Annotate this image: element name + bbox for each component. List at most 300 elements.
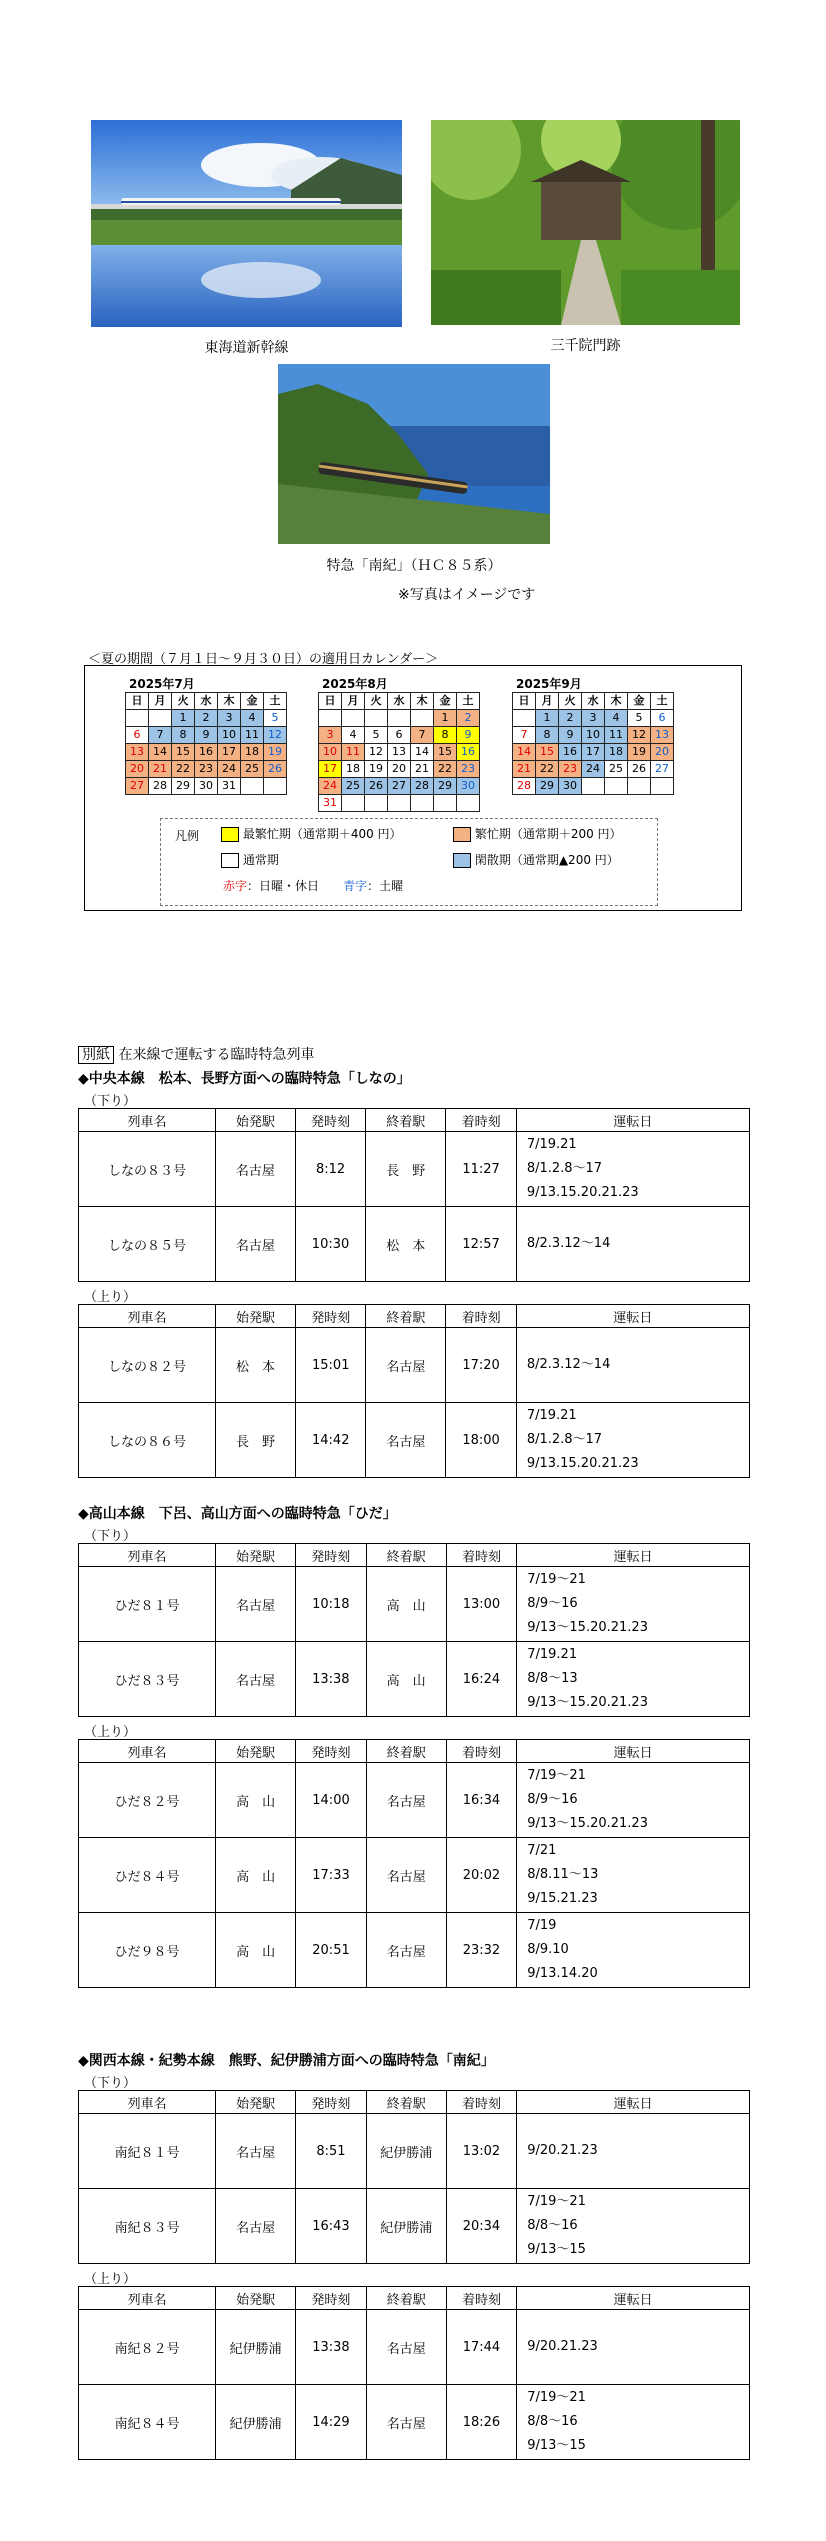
calendar-day: 14 <box>411 744 434 761</box>
table-row <box>79 2385 750 2460</box>
legend-red: 赤字 <box>223 879 248 893</box>
table-cell: 20:34 <box>446 2189 517 2264</box>
calendar-day <box>342 710 365 727</box>
operating-day-line: 9/20.21.23 <box>527 2339 598 2354</box>
table-cell: 15:01 <box>296 1328 366 1403</box>
weekday-header: 水 <box>582 693 605 710</box>
calendar-day: 15 <box>434 744 457 761</box>
table-cell: 名古屋 <box>216 2189 296 2264</box>
table-row <box>79 1642 750 1717</box>
calendar-day: 18 <box>605 744 628 761</box>
calendar-september <box>512 676 674 795</box>
table-cell: 18:26 <box>446 2385 517 2460</box>
table-cell: しなの８５号 <box>79 1207 216 1282</box>
table-cell: 南紀８４号 <box>79 2385 216 2460</box>
operating-day-line: 9/13～15.20.21.23 <box>527 1695 648 1710</box>
operating-day-line: 8/2.3.12～14 <box>526 1357 611 1372</box>
operating-day-line: 8/9～16 <box>527 1596 578 1611</box>
column-header: 発時刻 <box>296 2287 367 2310</box>
calendar-day: 25 <box>605 761 628 778</box>
weekday-header: 金 <box>241 693 264 710</box>
operating-day-line: 9/20.21.23 <box>527 2143 598 2158</box>
month-label: 2025年9月 <box>516 677 582 691</box>
calendar-day: 14 <box>149 744 172 761</box>
photo-nanki <box>278 364 550 544</box>
weekday-header: 木 <box>218 693 241 710</box>
table-row <box>79 1913 750 1988</box>
calendar-day: 13 <box>388 744 411 761</box>
calendar-day <box>126 710 149 727</box>
calendar-day: 25 <box>241 761 264 778</box>
table-cell: 高 山 <box>216 1763 296 1838</box>
calendar-day: 24 <box>218 761 241 778</box>
timetable-down <box>78 1543 750 1717</box>
calendar-day <box>241 778 264 795</box>
timetable-up <box>78 1739 750 1988</box>
calendar-day <box>149 710 172 727</box>
table-cell: 南紀８３号 <box>79 2189 216 2264</box>
legend-font-colors <box>223 877 403 894</box>
calendar-day: 9 <box>559 727 582 744</box>
column-header: 終着駅 <box>366 1544 446 1567</box>
table-cell: 8:12 <box>295 1132 365 1207</box>
calendar-day: 4 <box>241 710 264 727</box>
table-cell: 10:18 <box>296 1567 367 1642</box>
table-cell: 10:30 <box>295 1207 365 1282</box>
calendar-title: ＜夏の期間（７月１日～９月３０日）の適用日カレンダー＞ <box>88 652 439 667</box>
calendar-day: 7 <box>411 727 434 744</box>
weekday-header: 火 <box>559 693 582 710</box>
table-cell: 名古屋 <box>366 1328 446 1403</box>
column-header: 発時刻 <box>295 1109 365 1132</box>
table-cell: 8:51 <box>296 2114 367 2189</box>
calendar-day: 4 <box>342 727 365 744</box>
direction-label: （下り） <box>84 1529 137 1544</box>
calendar-day: 16 <box>195 744 218 761</box>
table-cell: しなの８６号 <box>79 1403 216 1478</box>
column-header: 着時刻 <box>446 1305 516 1328</box>
table-row <box>79 1328 750 1403</box>
operating-days <box>516 1328 749 1403</box>
calendar-day: 9 <box>457 727 480 744</box>
weekday-header: 月 <box>342 693 365 710</box>
calendar-day <box>411 795 434 812</box>
column-header: 始発駅 <box>216 1544 296 1567</box>
table-cell: 12:57 <box>446 1207 516 1282</box>
legend-blue: 青字 <box>343 879 368 893</box>
calendar-day: 1 <box>172 710 195 727</box>
calendar-day <box>457 795 480 812</box>
calendar-day: 11 <box>342 744 365 761</box>
column-header: 終着駅 <box>366 1740 446 1763</box>
calendar-day <box>434 795 457 812</box>
calendar-day: 2 <box>457 710 480 727</box>
calendar-day <box>342 795 365 812</box>
table-cell: 16:43 <box>296 2189 367 2264</box>
calendar-day: 21 <box>411 761 434 778</box>
calendar-day: 23 <box>457 761 480 778</box>
calendar-day: 3 <box>319 727 342 744</box>
calendar-day: 12 <box>628 727 651 744</box>
table-cell: 17:33 <box>296 1838 367 1913</box>
calendar-day: 29 <box>536 778 559 795</box>
calendar-day: 15 <box>172 744 195 761</box>
line-title: ◆高山本線 下呂、高山方面への臨時特急「ひだ」 <box>78 1506 397 1522</box>
calendar-day: 22 <box>172 761 195 778</box>
column-header: 始発駅 <box>215 1109 295 1132</box>
column-header: 発時刻 <box>296 1544 367 1567</box>
table-cell: 松 本 <box>366 1207 446 1282</box>
legend-quiet-text: 閑散期（通常期▲200 円） <box>474 853 619 867</box>
operating-day-line: 7/19 <box>527 1918 557 1933</box>
table-cell: 名古屋 <box>366 1403 446 1478</box>
table-cell: 17:20 <box>446 1328 516 1403</box>
calendar-day: 6 <box>651 710 674 727</box>
column-header: 運転日 <box>517 1544 750 1567</box>
table-cell: 17:44 <box>446 2310 517 2385</box>
calendar-day <box>388 710 411 727</box>
table-cell: 名古屋 <box>366 1838 446 1913</box>
table-cell: 高 山 <box>366 1567 446 1642</box>
calendar-day: 3 <box>582 710 605 727</box>
operating-day-line: 7/19～21 <box>527 2390 586 2405</box>
calendar-day: 21 <box>513 761 536 778</box>
table-cell: 紀伊勝浦 <box>216 2385 296 2460</box>
calendar-day: 22 <box>434 761 457 778</box>
calendar-day: 30 <box>559 778 582 795</box>
calendar-day <box>388 795 411 812</box>
section-header <box>78 1044 314 1064</box>
weekday-header: 水 <box>195 693 218 710</box>
calendar-day: 18 <box>241 744 264 761</box>
column-header: 着時刻 <box>446 1109 516 1132</box>
table-cell: 14:00 <box>296 1763 367 1838</box>
calendar-grid <box>125 692 287 795</box>
column-header: 終着駅 <box>366 2287 446 2310</box>
calendar-day: 7 <box>149 727 172 744</box>
timetable-up <box>78 2286 750 2460</box>
table-cell: 南紀８１号 <box>79 2114 216 2189</box>
operating-day-line: 7/19.21 <box>527 1647 578 1662</box>
table-cell: 名古屋 <box>215 1132 295 1207</box>
table-cell: 20:51 <box>296 1913 367 1988</box>
legend-blue-desc: ：土曜 <box>367 879 404 893</box>
table-cell: 14:29 <box>296 2385 367 2460</box>
weekday-header: 金 <box>434 693 457 710</box>
table-cell: 11:27 <box>446 1132 516 1207</box>
column-header: 運転日 <box>516 1109 749 1132</box>
column-header: 着時刻 <box>446 2287 517 2310</box>
operating-day-line: 8/8～13 <box>527 1671 578 1686</box>
operating-day-line: 7/19.21 <box>526 1408 577 1423</box>
calendar-day: 19 <box>365 761 388 778</box>
calendar-day: 24 <box>319 778 342 795</box>
weekday-header: 木 <box>605 693 628 710</box>
table-row <box>79 1838 750 1913</box>
calendar-day: 4 <box>605 710 628 727</box>
table-cell: 高 山 <box>366 1642 446 1717</box>
photo-note: ※写真はイメージです <box>398 587 536 603</box>
calendar-day: 23 <box>195 761 218 778</box>
table-cell: しなの８２号 <box>79 1328 216 1403</box>
calendar-day: 13 <box>126 744 149 761</box>
table-cell: 名古屋 <box>216 2114 296 2189</box>
calendar-day: 29 <box>434 778 457 795</box>
operating-days <box>517 1567 750 1642</box>
weekday-header: 木 <box>411 693 434 710</box>
calendar-day: 18 <box>342 761 365 778</box>
operating-day-line: 8/9.10 <box>527 1942 569 1957</box>
calendar-day: 30 <box>195 778 218 795</box>
operating-day-line: 8/9～16 <box>527 1792 578 1807</box>
table-cell: 13:38 <box>296 1642 367 1717</box>
calendar-day <box>365 710 388 727</box>
table-row <box>79 1763 750 1838</box>
table-cell: 18:00 <box>446 1403 516 1478</box>
photo-caption-shinkansen: 東海道新幹線 <box>204 340 289 356</box>
legend-busy-text: 繁忙期（通常期＋200 円） <box>474 827 622 841</box>
photo-caption-nanki: 特急「南紀」（ＨＣ８５系） <box>326 558 502 574</box>
direction-label: （下り） <box>84 2076 137 2091</box>
direction-label: （上り） <box>84 1290 137 1305</box>
calendar-july <box>125 676 287 795</box>
calendar-day: 23 <box>559 761 582 778</box>
calendar-day: 29 <box>172 778 195 795</box>
calendar-day: 28 <box>513 778 536 795</box>
table-cell: ひだ９８号 <box>79 1913 216 1988</box>
calendar-day: 25 <box>342 778 365 795</box>
calendar-day: 12 <box>365 744 388 761</box>
table-cell: 13:38 <box>296 2310 367 2385</box>
legend-quiet <box>453 851 619 868</box>
calendar-day: 7 <box>513 727 536 744</box>
timetable-down <box>78 1108 750 1282</box>
section-title: 在来線で運転する臨時特急列車 <box>118 1047 315 1063</box>
column-header: 運転日 <box>516 1305 749 1328</box>
column-header: 始発駅 <box>216 2091 296 2114</box>
calendar-day <box>264 778 287 795</box>
table-cell: 16:34 <box>446 1763 517 1838</box>
table-cell: ひだ８１号 <box>79 1567 216 1642</box>
operating-days <box>517 2385 750 2460</box>
swatch-normal <box>221 853 239 868</box>
calendar-day: 5 <box>628 710 651 727</box>
table-cell: 長 野 <box>366 1132 446 1207</box>
column-header: 運転日 <box>517 1740 750 1763</box>
operating-day-line: 9/13.15.20.21.23 <box>526 1456 639 1471</box>
table-row <box>79 2310 750 2385</box>
column-header: 終着駅 <box>366 2091 446 2114</box>
operating-day-line: 7/21 <box>527 1843 557 1858</box>
legend-busiest-text: 最繁忙期（通常期＋400 円） <box>242 827 402 841</box>
direction-label: （上り） <box>84 2272 137 2287</box>
calendar-day: 5 <box>264 710 287 727</box>
calendar-day: 16 <box>457 744 480 761</box>
calendar-legend <box>160 818 658 906</box>
table-row <box>79 1207 750 1282</box>
calendar-day: 11 <box>605 727 628 744</box>
calendar-day: 12 <box>264 727 287 744</box>
table-cell: ひだ８２号 <box>79 1763 216 1838</box>
table-row <box>79 2189 750 2264</box>
table-cell: 長 野 <box>215 1403 295 1478</box>
calendar-day: 6 <box>388 727 411 744</box>
calendar-day: 26 <box>628 761 651 778</box>
table-cell: 名古屋 <box>215 1207 295 1282</box>
table-cell: 名古屋 <box>366 1763 446 1838</box>
operating-days <box>517 1763 750 1838</box>
operating-day-line: 9/15.21.23 <box>527 1891 598 1906</box>
legend-label: 凡例 <box>175 829 200 843</box>
table-cell: 13:00 <box>446 1567 517 1642</box>
operating-day-line: 9/13.15.20.21.23 <box>526 1185 639 1200</box>
column-header: 列車名 <box>79 1305 216 1328</box>
table-cell: 名古屋 <box>366 2310 446 2385</box>
calendar-day: 21 <box>149 761 172 778</box>
calendar-day: 20 <box>388 761 411 778</box>
calendar-day: 6 <box>126 727 149 744</box>
weekday-header: 日 <box>126 693 149 710</box>
table-cell: 紀伊勝浦 <box>216 2310 296 2385</box>
operating-day-line: 7/19～21 <box>527 1768 586 1783</box>
column-header: 終着駅 <box>366 1109 446 1132</box>
operating-day-line: 8/1.2.8～17 <box>526 1161 603 1176</box>
calendar-day: 13 <box>651 727 674 744</box>
calendar-day: 1 <box>536 710 559 727</box>
calendar-day: 5 <box>365 727 388 744</box>
calendar-day: 1 <box>434 710 457 727</box>
weekday-header: 土 <box>264 693 287 710</box>
table-cell: 14:42 <box>296 1403 366 1478</box>
operating-days <box>516 1403 749 1478</box>
operating-day-line: 8/8～16 <box>527 2218 578 2233</box>
column-header: 列車名 <box>79 2091 216 2114</box>
calendar-day: 20 <box>126 761 149 778</box>
calendar-day: 2 <box>195 710 218 727</box>
calendar-day: 28 <box>411 778 434 795</box>
line-title: ◆関西本線・紀勢本線 熊野、紀伊勝浦方面への臨時特急「南紀」 <box>78 2053 495 2069</box>
line-title: ◆中央本線 松本、長野方面への臨時特急「しなの」 <box>78 1071 411 1087</box>
table-cell: 20:02 <box>446 1838 517 1913</box>
table-cell: 松 本 <box>215 1328 295 1403</box>
operating-day-line: 9/13～15.20.21.23 <box>527 1620 648 1635</box>
calendar-day <box>513 710 536 727</box>
calendar-day <box>651 778 674 795</box>
calendar-day: 15 <box>536 744 559 761</box>
column-header: 運転日 <box>517 2287 750 2310</box>
calendar-day: 10 <box>218 727 241 744</box>
table-cell: 紀伊勝浦 <box>366 2114 446 2189</box>
weekday-header: 火 <box>172 693 195 710</box>
legend-busiest <box>221 825 402 842</box>
operating-day-line: 7/19.21 <box>526 1137 577 1152</box>
table-row <box>79 1132 750 1207</box>
table-cell: 23:32 <box>446 1913 517 1988</box>
table-cell: 名古屋 <box>216 1642 296 1717</box>
calendar-day <box>365 795 388 812</box>
weekday-header: 金 <box>628 693 651 710</box>
table-cell: ひだ８４号 <box>79 1838 216 1913</box>
operating-days <box>517 2310 750 2385</box>
weekday-header: 水 <box>388 693 411 710</box>
column-header: 発時刻 <box>296 2091 367 2114</box>
table-cell: 南紀８２号 <box>79 2310 216 2385</box>
column-header: 終着駅 <box>366 1305 446 1328</box>
calendar-day: 9 <box>195 727 218 744</box>
swatch-quiet <box>453 853 471 868</box>
calendar-day <box>628 778 651 795</box>
direction-label: （上り） <box>84 1725 137 1740</box>
month-label: 2025年8月 <box>322 677 388 691</box>
weekday-header: 土 <box>651 693 674 710</box>
calendar-day: 16 <box>559 744 582 761</box>
calendar-day: 10 <box>319 744 342 761</box>
table-cell: 13:02 <box>446 2114 517 2189</box>
column-header: 列車名 <box>79 2287 216 2310</box>
operating-day-line: 8/8～16 <box>527 2414 578 2429</box>
calendar-day: 10 <box>582 727 605 744</box>
attachment-tag: 別紙 <box>78 1046 114 1064</box>
operating-day-line: 8/1.2.8～17 <box>526 1432 603 1447</box>
calendar-day <box>319 710 342 727</box>
operating-day-line: 9/13～15.20.21.23 <box>527 1816 648 1831</box>
column-header: 着時刻 <box>446 2091 517 2114</box>
table-cell: 16:24 <box>446 1642 517 1717</box>
calendar-day: 30 <box>457 778 480 795</box>
operating-day-line: 7/19～21 <box>527 1572 586 1587</box>
weekday-header: 日 <box>319 693 342 710</box>
calendar-day: 26 <box>264 761 287 778</box>
calendar-grid <box>512 692 674 795</box>
table-cell: 名古屋 <box>366 1913 446 1988</box>
column-header: 始発駅 <box>216 2287 296 2310</box>
calendar-day: 19 <box>628 744 651 761</box>
swatch-busiest <box>221 827 239 842</box>
column-header: 発時刻 <box>296 1305 366 1328</box>
column-header: 列車名 <box>79 1544 216 1567</box>
calendar-day: 31 <box>218 778 241 795</box>
weekday-header: 土 <box>457 693 480 710</box>
direction-label: （下り） <box>84 1094 137 1109</box>
calendar-day: 8 <box>536 727 559 744</box>
operating-days <box>517 1642 750 1717</box>
calendar-august <box>318 676 480 812</box>
table-cell: 高 山 <box>216 1913 296 1988</box>
legend-red-desc: ：日曜・休日 <box>247 879 320 893</box>
calendar-day: 17 <box>319 761 342 778</box>
column-header: 着時刻 <box>446 1544 517 1567</box>
calendar-day: 22 <box>536 761 559 778</box>
calendar-day: 14 <box>513 744 536 761</box>
photo-caption-sanzenin: 三千院門跡 <box>550 338 621 354</box>
calendar-day: 17 <box>218 744 241 761</box>
photo-shinkansen <box>91 120 402 327</box>
calendar-grid <box>318 692 480 812</box>
operating-days <box>517 2189 750 2264</box>
calendar-day: 27 <box>126 778 149 795</box>
month-label: 2025年7月 <box>129 677 195 691</box>
weekday-header: 日 <box>513 693 536 710</box>
calendar-day: 24 <box>582 761 605 778</box>
operating-day-line: 8/8.11～13 <box>527 1867 599 1882</box>
column-header: 列車名 <box>79 1109 216 1132</box>
calendar-day: 8 <box>434 727 457 744</box>
calendar-day: 27 <box>388 778 411 795</box>
calendar-day <box>605 778 628 795</box>
legend-busy <box>453 825 622 842</box>
timetable-down <box>78 2090 750 2264</box>
table-row <box>79 1567 750 1642</box>
